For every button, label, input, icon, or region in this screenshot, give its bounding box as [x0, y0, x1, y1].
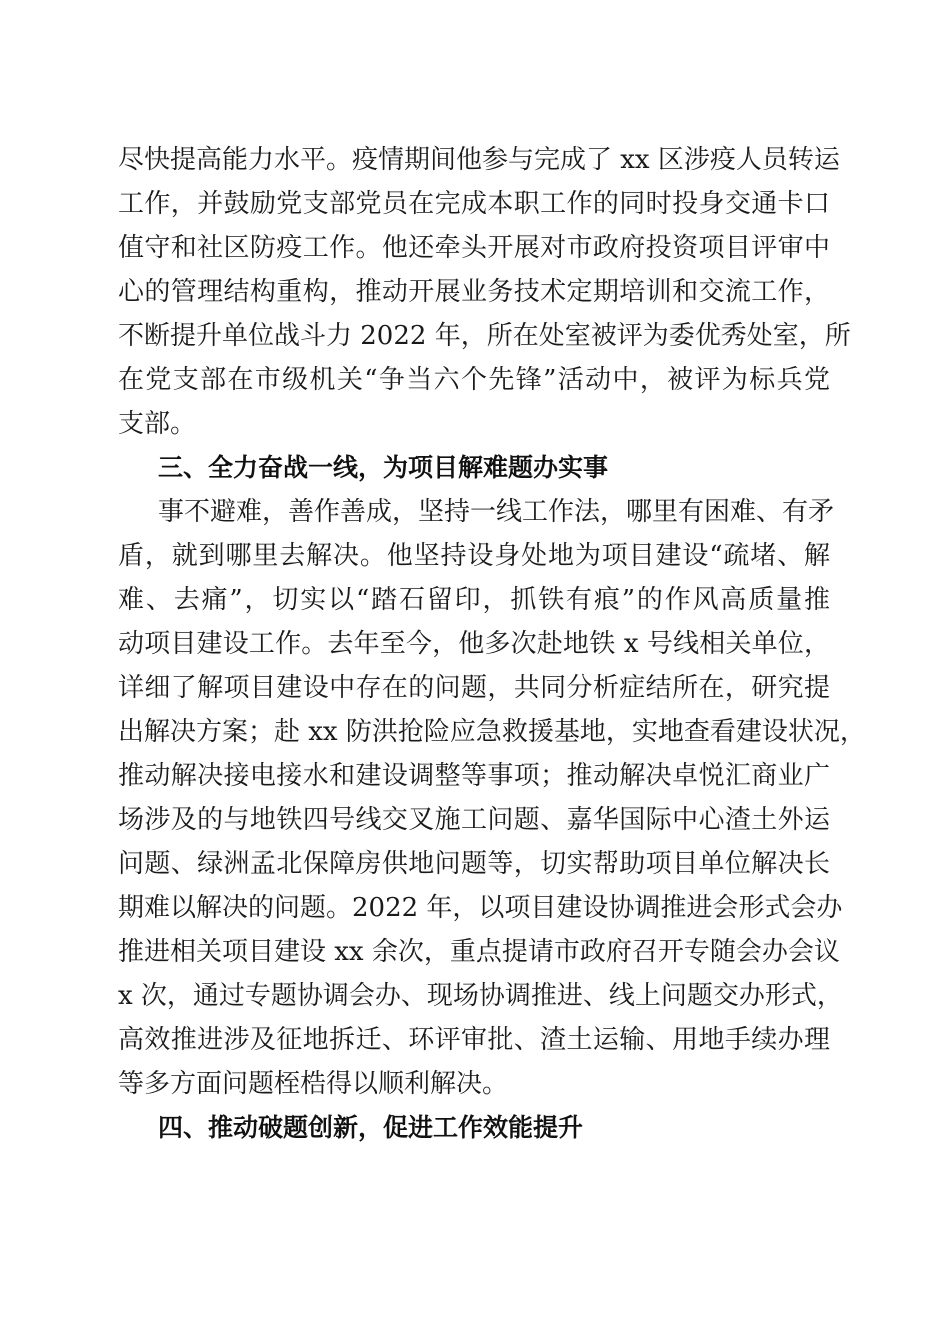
- paragraph-1-line-7: 支部。: [118, 409, 197, 439]
- section-3-line-5: 详细了解项目建设中存在的问题，共同分析症结所在，研究提: [118, 673, 830, 703]
- section-3-line-13: 高效推进涉及征地拆迁、环评审批、渣土运输、用地手续办理: [118, 1025, 830, 1055]
- section-3-line-10: 期难以解决的问题。2022 年，以项目建设协调推进会形式会办: [118, 893, 843, 923]
- paragraph-1-line-3: 值守和社区防疫工作。他还牵头开展对市政府投资项目评审中: [118, 233, 830, 263]
- section-3-line-8: 场涉及的与地铁四号线交叉施工问题、嘉华国际中心渣土外运: [118, 805, 830, 835]
- paragraph-1-line-2: 工作，并鼓励党支部党员在完成本职工作的同时投身交通卡口: [118, 189, 830, 219]
- section-3-line-1: 事不避难，善作善成，坚持一线工作法，哪里有困难、有矛: [158, 497, 835, 527]
- section-3-line-3: 难、去痛”，切实以“踏石留印，抓铁有痕”的作风高质量推: [118, 585, 830, 615]
- section-3-line-11: 推进相关项目建设 xx 余次，重点提请市政府召开专随会办会议: [118, 937, 840, 967]
- paragraph-1-line-4: 心的管理结构重构，推动开展业务技术定期培训和交流工作，: [118, 277, 830, 307]
- section-3-line-4: 动项目建设工作。去年至今，他多次赴地铁 x 号线相关单位，: [118, 629, 830, 659]
- section-3-line-9: 问题、绿洲孟北保障房供地问题等，切实帮助项目单位解决长: [118, 849, 830, 879]
- section-3-heading: 三、全力奋战一线，为项目解难题办实事: [158, 453, 609, 482]
- section-3-line-7: 推动解决接电接水和建设调整等事项；推动解决卓悦汇商业广: [118, 761, 830, 791]
- section-3-line-12: x 次，通过专题协调会办、现场协调推进、线上问题交办形式，: [118, 981, 843, 1011]
- paragraph-1-line-1: 尽快提高能力水平。疫情期间他参与完成了 xx 区涉疫人员转运: [118, 145, 840, 175]
- section-3-line-14: 等多方面问题桎梏得以顺利解决。: [118, 1069, 509, 1099]
- section-3-line-6: 出解决方案；赴 xx 防洪抢险应急救援基地，实地查看建设状况，: [118, 717, 866, 747]
- paragraph-1-line-6: 在党支部在市级机关“争当六个先锋”活动中，被评为标兵党: [118, 365, 830, 395]
- section-3-line-2: 盾，就到哪里去解决。他坚持设身处地为项目建设“疏堵、解: [118, 541, 830, 571]
- paragraph-1-line-5: 不断提升单位战斗力 2022 年，所在处室被评为委优秀处室，所: [118, 321, 851, 351]
- section-4-heading: 四、推动破题创新，促进工作效能提升: [158, 1113, 584, 1142]
